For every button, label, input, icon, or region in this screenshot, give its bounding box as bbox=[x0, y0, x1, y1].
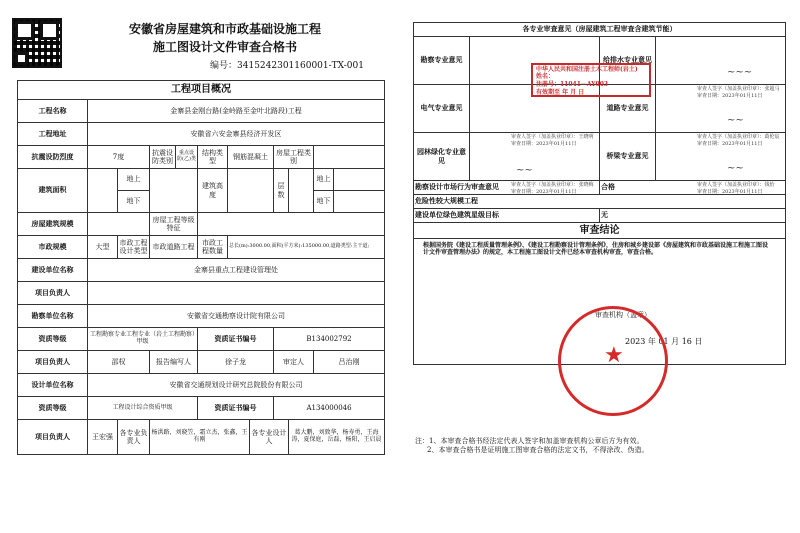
seismic-cat-value: 重点设防(乙)类 bbox=[176, 146, 198, 169]
label-muni-type: 市政工程设计类型 bbox=[118, 236, 150, 259]
green-signature: ~~ bbox=[516, 164, 533, 176]
muni-type-value: 市政道路工程 bbox=[150, 236, 198, 259]
survey-qual-value: 工程勘察专业工程专业（岩土工程勘察）甲级 bbox=[88, 328, 198, 351]
review-date: 2023 年 01 月 16 日 bbox=[625, 337, 703, 346]
muni-qty-value: 总长(m):3000.00,面积(平方米):135000.00,道路类型:主干道; bbox=[228, 236, 385, 259]
bridge-signature: ~~ bbox=[727, 162, 744, 174]
section-title-opinions: 各专业审查意见（房屋建筑工程审查含建筑节能） bbox=[414, 23, 786, 37]
label-survey-qual: 资质等级 bbox=[18, 328, 88, 351]
label-floors: 层数 bbox=[274, 169, 289, 213]
owner-lead-value bbox=[88, 282, 385, 305]
muni-scale-value: 大型 bbox=[88, 236, 118, 259]
road-sign: 审查人签字（加盖执业印章）：葛伦宸 bbox=[697, 133, 780, 140]
label-project-name: 工程名称 bbox=[18, 100, 88, 123]
label-design-unit: 设计单位名称 bbox=[18, 374, 88, 397]
seismic-value: 7度 bbox=[88, 146, 150, 169]
label-elec-opinion: 电气专业意见 bbox=[414, 85, 470, 133]
floors-above: 地上 bbox=[314, 169, 334, 191]
conclusion-title: 审查结论 bbox=[414, 223, 786, 239]
label-design-qual: 资质等级 bbox=[18, 397, 88, 420]
scale-char-value bbox=[198, 213, 385, 236]
label-road-opinion: 道路专业意见 bbox=[600, 85, 656, 133]
label-seismic-cat: 抗震设防类别 bbox=[150, 146, 176, 169]
label-building-cat: 房屋工程类别 bbox=[274, 146, 314, 169]
scale-value bbox=[88, 213, 150, 236]
design-signers-value: 葛大鹏，刘敦华，杨寿勇，王海涛，夏保庭，岳磊，杨阳，王启晨 bbox=[289, 420, 385, 455]
floors-value bbox=[289, 169, 314, 213]
label-design-lead: 项目负责人 bbox=[18, 420, 88, 455]
doc-title-line1: 安徽省房屋建筑和市政基础设施工程 bbox=[128, 22, 321, 36]
label-area: 建筑面积 bbox=[18, 169, 88, 213]
doc-number bbox=[210, 58, 364, 71]
owner-value: 金寨县重点工程建设管理处 bbox=[88, 259, 385, 282]
label-danger: 危险性较大规模工程 bbox=[414, 195, 786, 209]
engineer-stamp bbox=[531, 63, 651, 97]
floors-below: 地下 bbox=[314, 191, 334, 213]
conclusion-text: 根据国务院《建设工程质量管理条例》、《建设工程勘察设计管理条例》，住房和城乡建设部《房屋建筑和市政基础设施工程施工图设计文件审查管理办法》的规定，本工程施工图设计文件已经本审查机构审查，审查合格。 bbox=[423, 242, 769, 256]
stamp-line2: 姓名： bbox=[536, 73, 555, 81]
survey-unit-value: 安徽省交通勘察设计院有限公司 bbox=[88, 305, 385, 328]
project-address: 安徽省六安金寨县经济开发区 bbox=[88, 123, 385, 146]
elec-sign: 审查人签字（加盖执业印章）：王晓明 bbox=[511, 133, 594, 140]
label-structure: 结构类型 bbox=[198, 146, 228, 169]
qr-code-icon bbox=[12, 18, 62, 68]
label-survey-unit: 勘察单位名称 bbox=[18, 305, 88, 328]
label-survey-opinion: 勘察专业意见 bbox=[414, 37, 470, 85]
area-above: 地上 bbox=[118, 169, 150, 191]
survey-writer-value: 徐子龙 bbox=[198, 351, 274, 374]
label-design-signers: 各专业设计人 bbox=[250, 420, 289, 455]
review-org-label: 审查机构（盖章） bbox=[595, 311, 651, 319]
floors-above-value bbox=[334, 169, 385, 191]
credit-value: 合格 bbox=[600, 181, 786, 195]
label-seismic: 抗震设防烈度 bbox=[18, 146, 88, 169]
review-org-seal bbox=[558, 306, 668, 416]
project-overview-table bbox=[17, 80, 385, 455]
label-credit: 勘察设计市场行为审查意见 bbox=[414, 181, 600, 195]
survey-review-value: 吕治刚 bbox=[314, 351, 385, 374]
green-sign: 审查人签字（加盖执业印章）：张晓梅 bbox=[511, 181, 594, 188]
label-survey-writer: 报告编写人 bbox=[150, 351, 198, 374]
section-title-overview: 工程项目概况 bbox=[18, 81, 385, 100]
design-cert-value: A134000046 bbox=[274, 397, 385, 420]
label-owner: 建设单位名称 bbox=[18, 259, 88, 282]
stamp-line4: 有效期至 年 月 日 bbox=[536, 88, 585, 96]
design-major-value: 杨洪路，刘晓笠，霜立杰，张鑫，王有刚 bbox=[150, 420, 250, 455]
footnotes bbox=[415, 437, 785, 456]
label-survey-review: 审定人 bbox=[274, 351, 314, 374]
design-lead-value: 王宏强 bbox=[88, 420, 118, 455]
stamp-line3: 注册号：11041—AY003 bbox=[536, 81, 609, 89]
footnote-1: 注：1、本审查合格书经法定代表人签字和加盖审查机构公章后方为有效。 bbox=[415, 437, 644, 445]
doc-number-label: 编号： bbox=[210, 61, 238, 71]
area-below: 地下 bbox=[118, 191, 150, 213]
label-design-cert: 资质证书编号 bbox=[198, 397, 274, 420]
elec-date: 审查日期：2023年01月11日 bbox=[511, 140, 577, 147]
project-name: 金寨县金刚台路(金岭路至金叶北路段)工程 bbox=[88, 100, 385, 123]
label-owner-lead: 项目负责人 bbox=[18, 282, 88, 305]
survey-lead-value: 邵权 bbox=[88, 351, 150, 374]
label-green-target: 建设单位绿色建筑星级目标 bbox=[414, 209, 600, 223]
green-target-value: 无 bbox=[600, 209, 786, 223]
label-muni-scale: 市政规模 bbox=[18, 236, 88, 259]
label-scale-char: 房屋工程等级特征 bbox=[150, 213, 198, 236]
label-survey-lead: 项目负责人 bbox=[18, 351, 88, 374]
structure-value: 钢筋混凝土 bbox=[228, 146, 274, 169]
survey-cert-value: B134002792 bbox=[274, 328, 385, 351]
road-date: 审查日期：2023年01月11日 bbox=[697, 140, 763, 147]
label-design-major: 各专业负责人 bbox=[118, 420, 150, 455]
seal-star-icon: ★ bbox=[604, 343, 624, 368]
label-survey-cert: 资质证书编号 bbox=[198, 328, 274, 351]
bridge-date: 审查日期：2023年01月11日 bbox=[697, 188, 763, 195]
label-height: 建筑高度 bbox=[198, 169, 228, 213]
drain-signature: ~~~ bbox=[727, 66, 753, 78]
building-cat-value bbox=[314, 146, 385, 169]
footnote-2: 2、本审查合格书是证明施工图审查合格的法定文书，不得涂改、伪造。 bbox=[427, 446, 649, 455]
label-address: 工程地址 bbox=[18, 123, 88, 146]
drain-sign: 审查人签字（加盖执业印章）：张超马 bbox=[697, 85, 780, 92]
bridge-sign: 审查人签字（加盖执业印章）：钱怡 bbox=[697, 181, 775, 188]
label-bridge-opinion: 桥梁专业意见 bbox=[600, 133, 656, 181]
height-value bbox=[228, 169, 274, 213]
label-green-opinion: 园林绿化专业意见 bbox=[414, 133, 470, 181]
label-scale: 房屋建筑规模 bbox=[18, 213, 88, 236]
floors-below-value bbox=[334, 191, 385, 213]
design-qual-value: 工程设计综合资质甲级 bbox=[88, 397, 198, 420]
drain-date: 审查日期：2023年01月11日 bbox=[697, 92, 763, 99]
area-value bbox=[88, 169, 118, 213]
label-drain-opinion: 给排水专业意见 bbox=[600, 37, 656, 85]
area-above-value bbox=[150, 169, 198, 213]
design-unit-value: 安徽省交通规划设计研究总院股份有限公司 bbox=[88, 374, 385, 397]
doc-title-line2: 施工图设计文件审查合格书 bbox=[152, 40, 297, 54]
road-signature: ~~ bbox=[727, 114, 744, 126]
green-date: 审查日期：2023年01月11日 bbox=[511, 188, 577, 195]
stamp-line1: 中华人民共和国注册土木工程师(岩土) bbox=[536, 65, 638, 73]
drain-opinion-cell bbox=[656, 37, 786, 99]
doc-number-value: 3415242301160001-TX-001 bbox=[237, 61, 364, 71]
label-muni-qty: 市政工程数量 bbox=[198, 236, 228, 259]
